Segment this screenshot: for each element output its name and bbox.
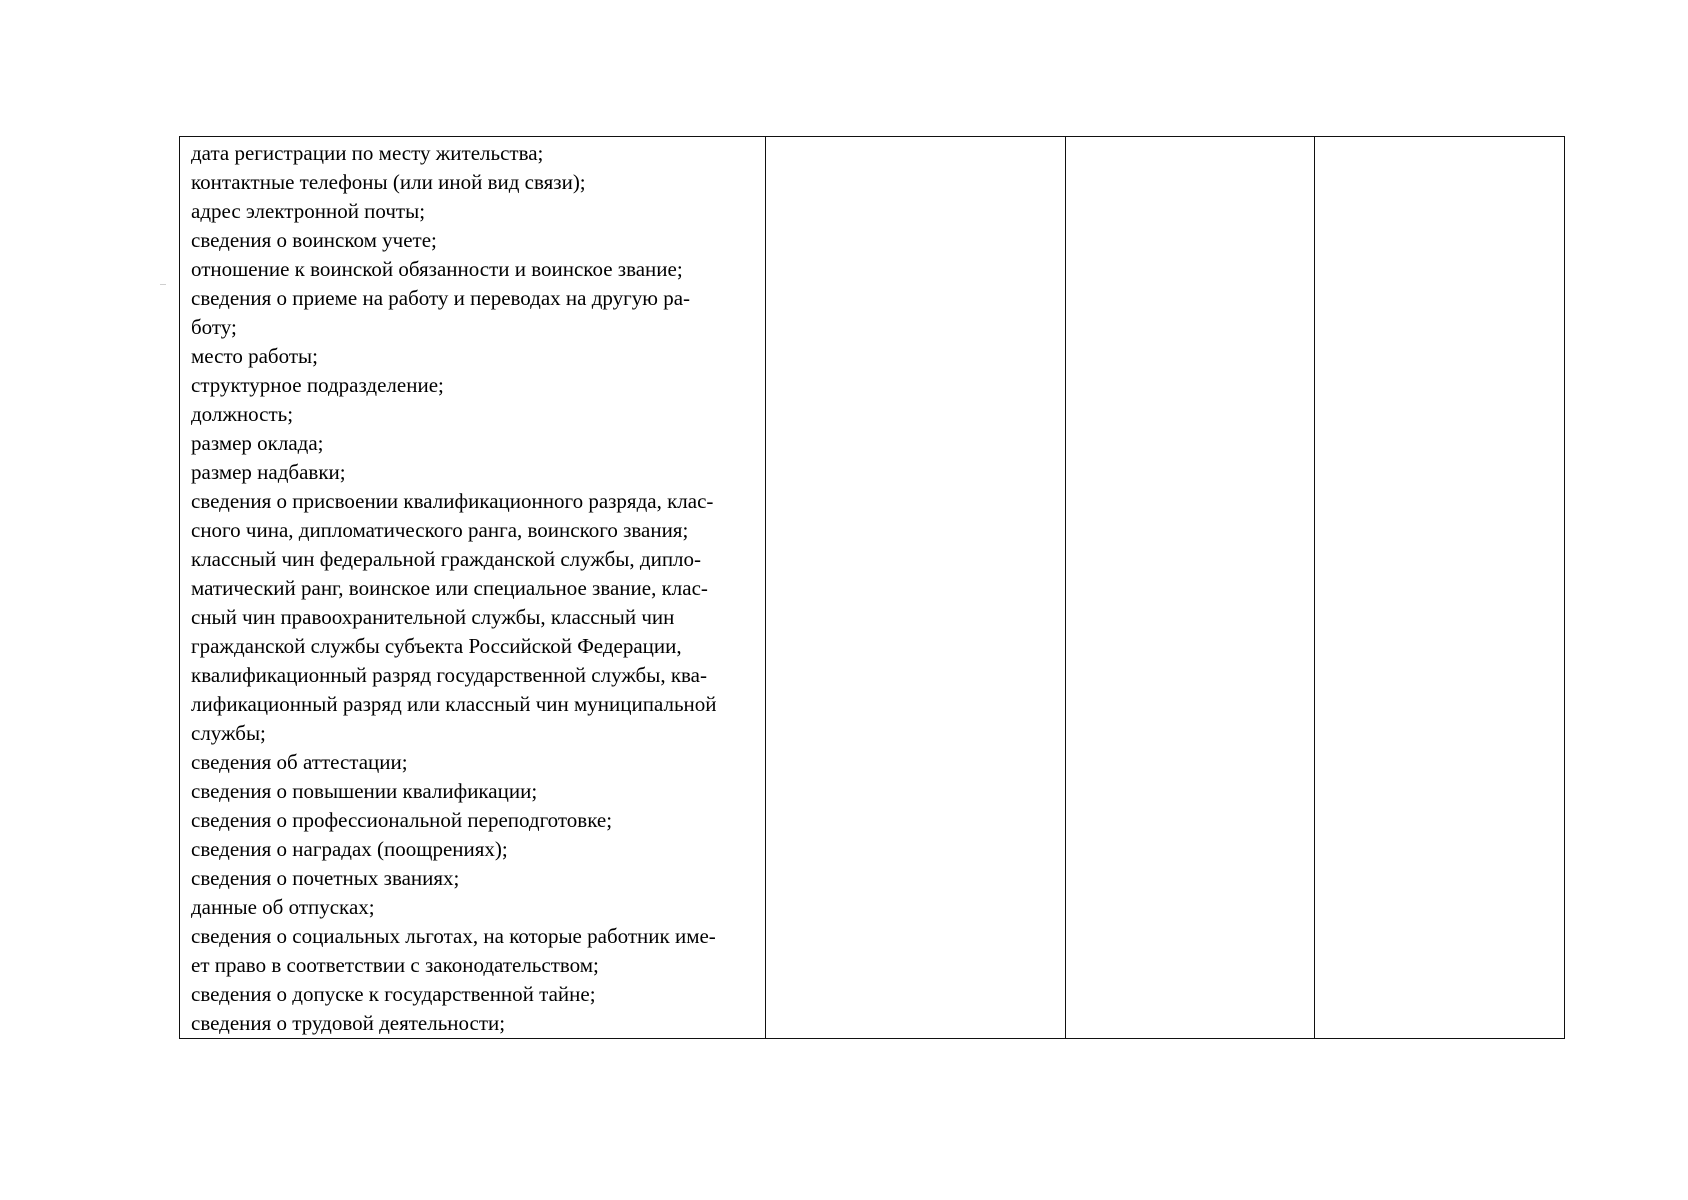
- table-row: [180, 137, 1565, 1039]
- list-line: дата регистрации по месту жительства;: [191, 141, 544, 165]
- personal-data-list: [180, 137, 765, 1038]
- margin-mark: [160, 284, 166, 285]
- list-line: отношение к воинской обязанности и воинское звание;: [191, 257, 683, 281]
- list-line: сного чина, дипломатического ранга, воинского звания;: [191, 518, 689, 542]
- list-line: ет право в соответствии с законодательством;: [191, 953, 599, 977]
- list-line: квалификационный разряд государственной службы, ква-: [191, 663, 707, 687]
- list-line: сведения о присвоении квалификационного разряда, клас-: [191, 489, 714, 513]
- list-line: структурное подразделение;: [191, 373, 444, 397]
- list-line: сведения о приеме на работу и переводах на другую ра-: [191, 286, 691, 310]
- list-line: гражданской службы субъекта Российской Федерации,: [191, 634, 682, 658]
- table-cell-column-2: [766, 137, 1066, 1039]
- list-line: сведения о трудовой деятельности;: [191, 1011, 506, 1035]
- list-line: сведения о профессиональной переподготовке;: [191, 808, 613, 832]
- table-cell-personal-data-list: [180, 137, 766, 1039]
- list-line: место работы;: [191, 344, 318, 368]
- column-3-text: [1066, 137, 1315, 139]
- list-line: размер надбавки;: [191, 460, 346, 484]
- list-line: сведения о воинском учете;: [191, 228, 437, 252]
- data-table: [179, 136, 1565, 1039]
- list-line: должность;: [191, 402, 294, 426]
- list-line: сведения о социальных льготах, на которые работник име-: [191, 924, 716, 948]
- list-line: размер оклада;: [191, 431, 324, 455]
- list-line: службы;: [191, 721, 266, 745]
- list-line: данные об отпусках;: [191, 895, 375, 919]
- column-2-text: [766, 137, 1065, 139]
- list-line: боту;: [191, 315, 237, 339]
- list-line: сведения о допуске к государственной тайне;: [191, 982, 596, 1006]
- list-line: классный чин федеральной гражданской службы, дипло-: [191, 547, 702, 571]
- list-line: сведения о повышении квалификации;: [191, 779, 538, 803]
- list-line: сведения о почетных званиях;: [191, 866, 460, 890]
- list-line: лификационный разряд или классный чин муниципальной: [191, 692, 717, 716]
- table-cell-column-4: [1315, 137, 1565, 1039]
- table-cell-column-3: [1065, 137, 1315, 1039]
- list-line: сный чин правоохранительной службы, классный чин: [191, 605, 675, 629]
- list-line: контактные телефоны (или иной вид связи);: [191, 170, 586, 194]
- list-line: адрес электронной почты;: [191, 199, 426, 223]
- list-line: сведения о наградах (поощрениях);: [191, 837, 508, 861]
- column-4-text: [1315, 137, 1564, 139]
- list-line: сведения об аттестации;: [191, 750, 408, 774]
- list-line: матический ранг, воинское или специальное звание, клас-: [191, 576, 708, 600]
